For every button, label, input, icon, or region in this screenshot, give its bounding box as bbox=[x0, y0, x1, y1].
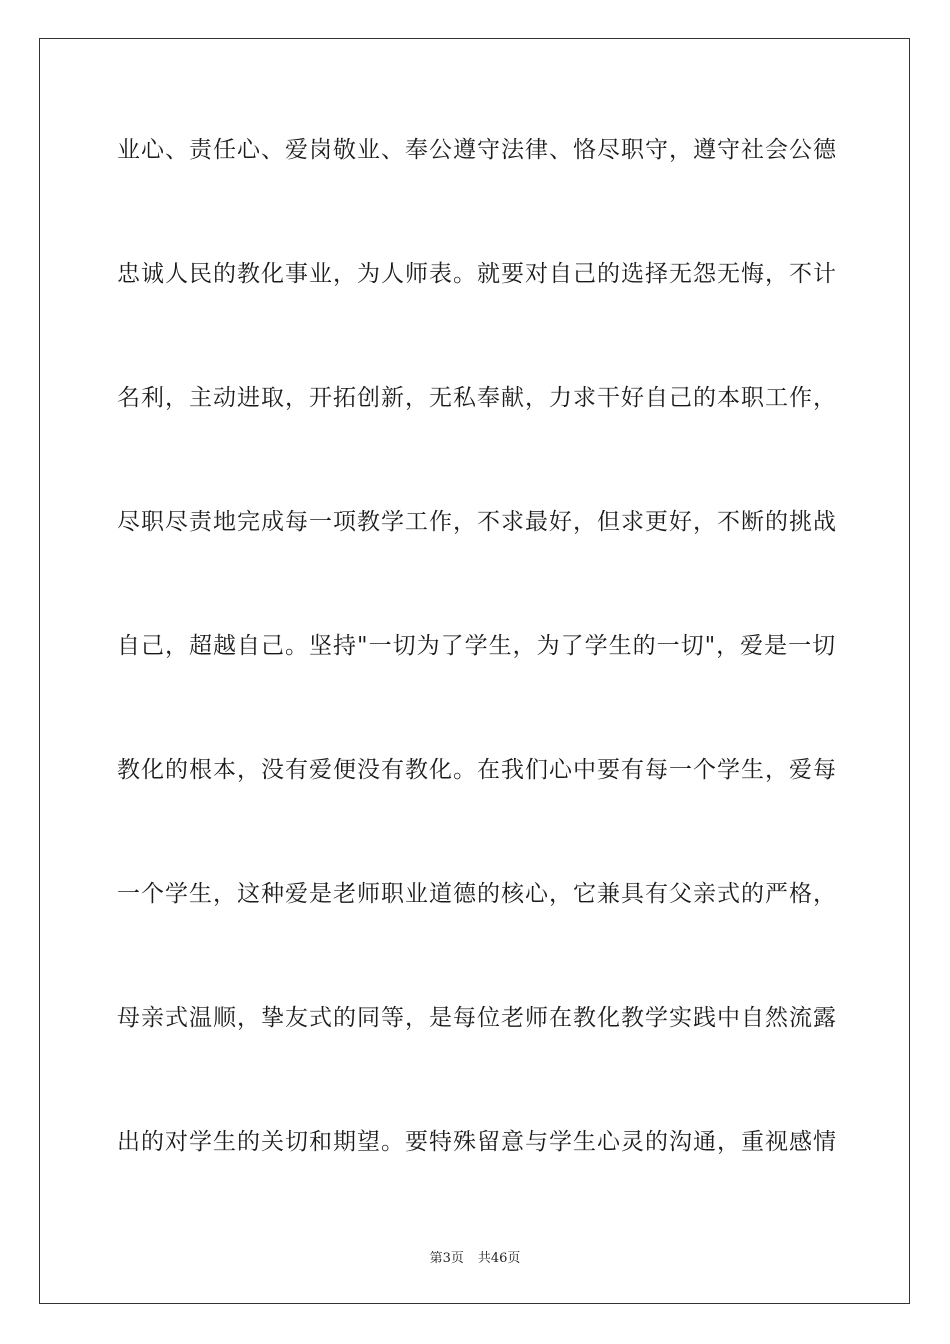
text-line-6: 教化的根本，没有爱便没有教化。在我们心中要有每一个学生，爱每 bbox=[117, 757, 837, 783]
text-line-4: 尽职尽责地完成每一项教学工作，不求最好，但求更好，不断的挑战 bbox=[117, 509, 837, 535]
page-footer bbox=[0, 1247, 950, 1266]
text-line-8: 母亲式温顺，挚友式的同等，是每位老师在教化教学实践中自然流露 bbox=[117, 1005, 837, 1031]
page-border bbox=[39, 38, 910, 1304]
text-line-3: 名利，主动进取，开拓创新，无私奉献，力求干好自己的本职工作， bbox=[117, 385, 837, 411]
text-line-7: 一个学生，这种爱是老师职业道德的核心，它兼具有父亲式的严格， bbox=[117, 881, 837, 907]
text-line-1: 业心、责任心、爱岗敬业、奉公遵守法律、恪尽职守，遵守社会公德 bbox=[117, 137, 837, 163]
page-number: 第3页 bbox=[429, 1251, 464, 1266]
text-line-9: 出的对学生的关切和期望。要特殊留意与学生心灵的沟通，重视感情 bbox=[117, 1129, 837, 1155]
text-line-2: 忠诚人民的教化事业，为人师表。就要对自己的选择无怨无悔，不计 bbox=[117, 261, 837, 287]
total-pages: 共46页 bbox=[477, 1251, 521, 1266]
text-line-5: 自己，超越自己。坚持"一切为了学生，为了学生的一切"，爱是一切 bbox=[117, 633, 837, 659]
